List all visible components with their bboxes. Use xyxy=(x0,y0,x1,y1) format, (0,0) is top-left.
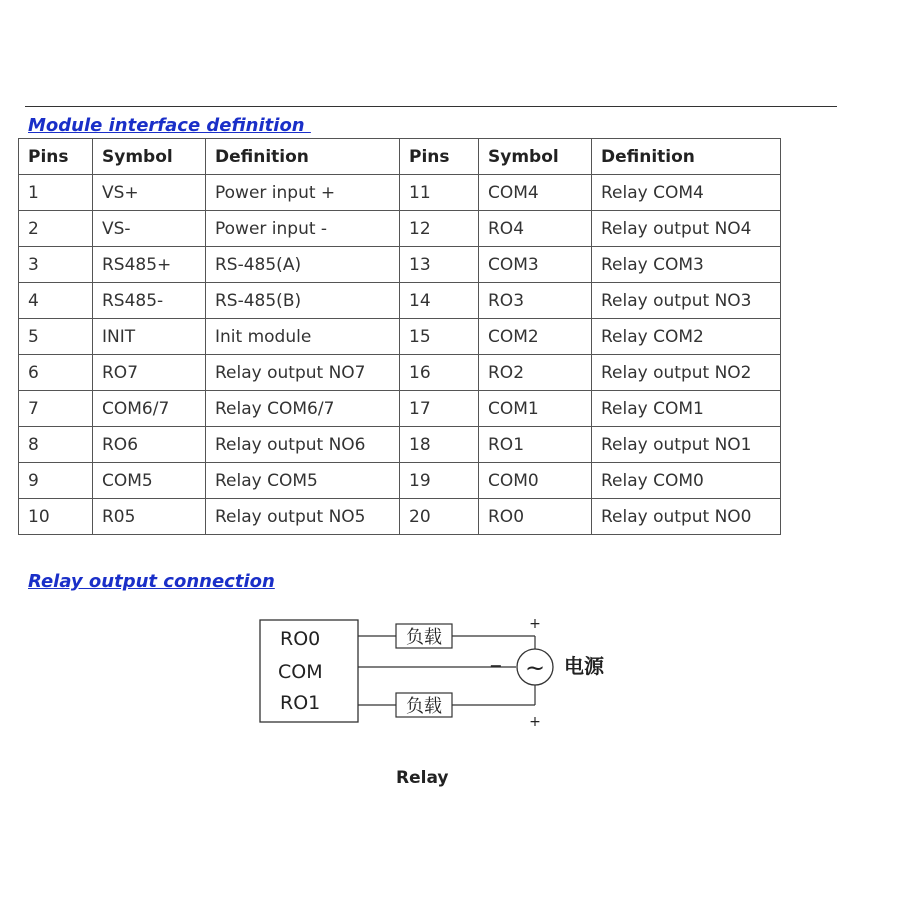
pin-definition-cell: Relay COM6/7 xyxy=(206,391,400,427)
pin-number-cell: 9 xyxy=(19,463,93,499)
pin-definition-cell: Relay output NO6 xyxy=(206,427,400,463)
pin-number-cell: 2 xyxy=(19,211,93,247)
pin-definition-cell: Relay output NO3 xyxy=(592,283,781,319)
pin-definition-cell: Relay COM4 xyxy=(592,175,781,211)
diagram-caption: Relay xyxy=(396,768,449,788)
pin-definition-cell: RS-485(B) xyxy=(206,283,400,319)
pin-definition-cell: RS-485(A) xyxy=(206,247,400,283)
pin-definition-cell: Power input - xyxy=(206,211,400,247)
pin-symbol-cell: VS- xyxy=(93,211,206,247)
header-definition-2: Definition xyxy=(592,139,781,175)
table-row xyxy=(19,247,781,283)
pin-symbol-cell: COM1 xyxy=(479,391,592,427)
pin-definition-cell: Init module xyxy=(206,319,400,355)
pin-symbol-cell: RO0 xyxy=(479,499,592,535)
pin-definition-cell: Relay output NO7 xyxy=(206,355,400,391)
pin-symbol-cell: COM4 xyxy=(479,175,592,211)
header-definition: Definition xyxy=(206,139,400,175)
pin-symbol-cell: COM0 xyxy=(479,463,592,499)
header-pins-2: Pins xyxy=(400,139,479,175)
pin-symbol-cell: INIT xyxy=(93,319,206,355)
pin-symbol-cell: COM2 xyxy=(479,319,592,355)
pin-symbol-cell: RO1 xyxy=(479,427,592,463)
module-interface-heading: Module interface definition xyxy=(28,115,311,136)
plus-sign-bottom: + xyxy=(529,714,541,730)
pin-number-cell: 7 xyxy=(19,391,93,427)
pin-definition-cell: Relay COM0 xyxy=(592,463,781,499)
pin-definition-cell: Power input + xyxy=(206,175,400,211)
pin-symbol-cell: R05 xyxy=(93,499,206,535)
terminal-ro0: RO0 xyxy=(280,628,321,650)
pin-number-cell: 16 xyxy=(400,355,479,391)
load-label-bottom: 负载 xyxy=(406,696,442,717)
pin-definition-cell: Relay output NO2 xyxy=(592,355,781,391)
pin-symbol-cell: RS485- xyxy=(93,283,206,319)
pin-number-cell: 8 xyxy=(19,427,93,463)
load-label-top: 负载 xyxy=(406,627,442,648)
pin-number-cell: 5 xyxy=(19,319,93,355)
pin-definition-cell: Relay output NO0 xyxy=(592,499,781,535)
pin-definition-cell: Relay output NO1 xyxy=(592,427,781,463)
top-divider xyxy=(25,106,837,107)
plus-sign-top: + xyxy=(529,616,541,632)
power-source-label: 电源 xyxy=(564,654,604,678)
pin-definition-cell: Relay output NO5 xyxy=(206,499,400,535)
pin-number-cell: 13 xyxy=(400,247,479,283)
pin-number-cell: 10 xyxy=(19,499,93,535)
header-symbol: Symbol xyxy=(93,139,206,175)
pin-number-cell: 12 xyxy=(400,211,479,247)
pin-number-cell: 17 xyxy=(400,391,479,427)
pin-symbol-cell: RO2 xyxy=(479,355,592,391)
pin-symbol-cell: RO4 xyxy=(479,211,592,247)
pin-number-cell: 20 xyxy=(400,499,479,535)
pin-symbol-cell: RS485+ xyxy=(93,247,206,283)
terminal-ro1: RO1 xyxy=(280,692,321,714)
pin-number-cell: 3 xyxy=(19,247,93,283)
minus-sign: − xyxy=(489,656,503,675)
table-header-row xyxy=(19,139,781,175)
table-row xyxy=(19,427,781,463)
pin-number-cell: 19 xyxy=(400,463,479,499)
pin-definition-cell: Relay COM3 xyxy=(592,247,781,283)
pin-definition-cell: Relay COM1 xyxy=(592,391,781,427)
relay-output-heading: Relay output connection xyxy=(28,571,275,592)
pin-symbol-cell: VS+ xyxy=(93,175,206,211)
pin-definition-table xyxy=(18,138,781,535)
table-row xyxy=(19,175,781,211)
header-symbol-2: Symbol xyxy=(479,139,592,175)
header-pins: Pins xyxy=(19,139,93,175)
pin-symbol-cell: COM3 xyxy=(479,247,592,283)
pin-definition-cell: Relay COM2 xyxy=(592,319,781,355)
pin-symbol-cell: RO3 xyxy=(479,283,592,319)
table-row xyxy=(19,319,781,355)
pin-number-cell: 18 xyxy=(400,427,479,463)
pin-number-cell: 11 xyxy=(400,175,479,211)
pin-number-cell: 15 xyxy=(400,319,479,355)
pin-symbol-cell: RO6 xyxy=(93,427,206,463)
table-row xyxy=(19,391,781,427)
table-row xyxy=(19,355,781,391)
terminal-com: COM xyxy=(278,661,323,683)
pin-number-cell: 1 xyxy=(19,175,93,211)
pin-number-cell: 4 xyxy=(19,283,93,319)
relay-wiring-diagram xyxy=(240,606,640,736)
pin-number-cell: 14 xyxy=(400,283,479,319)
table-row xyxy=(19,283,781,319)
pin-definition-cell: Relay COM5 xyxy=(206,463,400,499)
table-row xyxy=(19,499,781,535)
pin-symbol-cell: COM6/7 xyxy=(93,391,206,427)
pin-symbol-cell: RO7 xyxy=(93,355,206,391)
table-row xyxy=(19,463,781,499)
pin-symbol-cell: COM5 xyxy=(93,463,206,499)
table-row xyxy=(19,211,781,247)
pin-number-cell: 6 xyxy=(19,355,93,391)
pin-definition-cell: Relay output NO4 xyxy=(592,211,781,247)
ac-tilde: ~ xyxy=(524,654,546,682)
